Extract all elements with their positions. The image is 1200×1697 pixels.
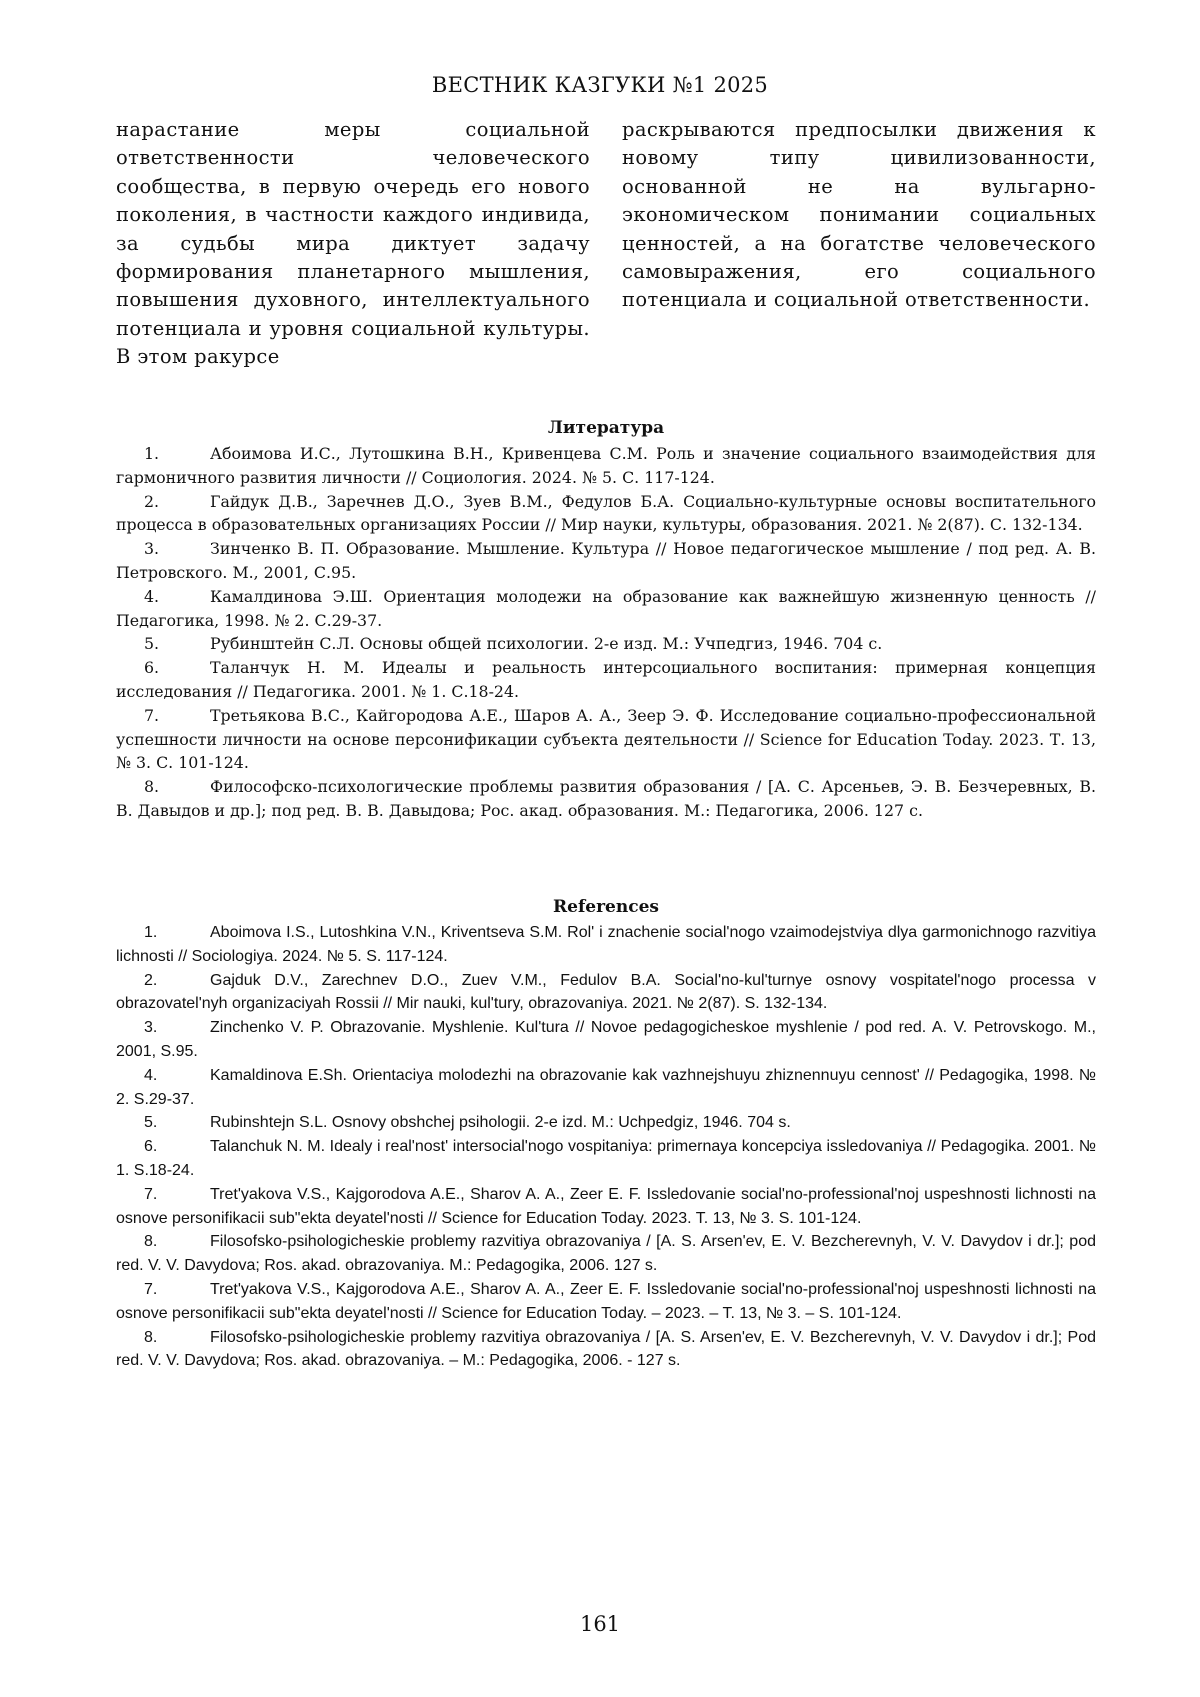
reference-text: Рубинштейн С.Л. Основы общей психологии. 2-е изд. М.: Учпедгиз, 1946. 704 с. xyxy=(210,634,883,654)
reference-item xyxy=(116,969,1096,1017)
reference-text: Talanchuk N. M. Idealy i real'nost' intersocial'nogo vospitaniya: primernaya koncepciya issledovaniya // Pedagogika. 2001. № 1. S.18-24. xyxy=(116,1138,1096,1179)
references-section xyxy=(116,895,1096,1373)
reference-number: 4. xyxy=(144,586,160,606)
reference-text: Gajduk D.V., Zarechnev D.O., Zuev V.M., Fedulov B.A. Social'no-kul'turnye osnovy vospitatel'nogo processa v obrazovatel'nyh organizaciyah Rossii // Mir nauki, kul'tury, obrazovaniya. 2021. № 2(87). S. 132-134. xyxy=(116,971,1096,1013)
reference-item xyxy=(116,1016,1096,1064)
literature-section xyxy=(116,416,1096,823)
reference-item xyxy=(116,775,1096,823)
reference-text: Гайдук Д.В., Заречнев Д.О., Зуев В.М., Федулов Б.А. Социально-культурные основы воспитательного процесса в образовательных организациях России // Мир науки, культуры, образования. 2021. № 2(87). С. 132-134. xyxy=(116,491,1096,535)
reference-text: Rubinshtejn S.L. Osnovy obshchej psihologii. 2-e izd. M.: Uchpedgiz, 1946. 704 s. xyxy=(210,1114,791,1132)
reference-item xyxy=(116,442,1096,490)
reference-text: Zinchenko V. P. Obrazovanie. Myshlenie. Kul'tura // Novoe pedagogicheskoe myshlenie / pod red. A. V. Petrovskogo. M., 2001, S.95. xyxy=(116,1019,1096,1060)
page-number: 161 xyxy=(579,1612,621,1636)
reference-item xyxy=(116,1230,1096,1278)
reference-text: Aboimova I.S., Lutoshkina V.N., Kriventseva S.M. Rol' i znachenie social'nogo vzaimodejstviya dlya garmonichnogo razvitiya lichnosti // Sociologiya. 2024. № 5. S. 117-124. xyxy=(116,924,1096,965)
reference-item xyxy=(116,1183,1096,1231)
reference-text: Камалдинова Э.Ш. Ориентация молодежи на образование как важнейшую жизненную ценность // Педагогика, 1998. № 2. С.29-37. xyxy=(116,586,1096,630)
reference-number: 8. xyxy=(144,1233,158,1251)
reference-number: 3. xyxy=(144,539,160,559)
reference-number: 1. xyxy=(144,444,160,463)
literature-title: Литература xyxy=(547,418,665,438)
reference-number: 3. xyxy=(144,1019,158,1037)
reference-number: 6. xyxy=(144,1138,158,1156)
reference-number: 2. xyxy=(144,971,158,989)
reference-number: 7. xyxy=(144,705,160,725)
body-columns xyxy=(116,116,1096,372)
reference-item xyxy=(116,1278,1096,1326)
reference-text: Абоимова И.С., Лутошкина В.Н., Кривенцева С.М. Роль и значение социального взаимодействия для гармоничного развития личности // Социология. 2024. № 5. С. 117-124. xyxy=(116,444,1096,487)
reference-item xyxy=(116,921,1096,969)
reference-text: Tret'yakova V.S., Kajgorodova A.E., Sharov A. A., Zeer E. F. Issledovanie social'no-professional'noj uspeshnosti lichnosti na osnove personifikacii sub"ekta deyatel'nosti // Science for Education Today. 2023. T. 13, № 3. S. 101-124. xyxy=(116,1185,1096,1227)
references-title: References xyxy=(553,897,659,917)
reference-item xyxy=(116,537,1096,585)
reference-number: 4. xyxy=(144,1066,158,1084)
reference-text: Третьякова В.С., Кайгородова А.Е., Шаров А. А., Зеер Э. Ф. Исследование социально-профессиональной успешности личности на основе персонификации субъекта деятельности // Science for Education Today. 2023. Т. 13, № 3. С. 101-124. xyxy=(116,705,1096,773)
reference-text: Filosofsko-psihologicheskie problemy razvitiya obrazovaniya / [A. S. Arsen'ev, E. V. Bezcherevnyh, V. V. Davydov i dr.]; Pod red. V. V. Davydova; Ros. akad. obrazovaniya. – M.: Pedagogika, 2006. - 127 s. xyxy=(116,1328,1096,1370)
reference-text: Зинченко В. П. Образование. Мышление. Культура // Новое педагогическое мышление / под ред. А. В. Петровского. М., 2001, С.95. xyxy=(116,539,1096,582)
body-right-column: раскрываются предпосылки движения к новому типу цивилизованности, основанной не на вульгарно-экономическом понимании социальных ценностей, а на богатстве человеческого самовыражения, его социального потенциала и социальной ответственности. xyxy=(622,118,1096,312)
reference-number: 6. xyxy=(144,658,160,678)
reference-item xyxy=(116,1111,1096,1135)
journal-header: ВЕСТНИК КАЗГУКИ №1 2025 xyxy=(431,73,769,97)
reference-number: 8. xyxy=(144,1328,158,1346)
reference-number: 5. xyxy=(144,634,160,654)
reference-item xyxy=(116,656,1096,704)
literature-list xyxy=(116,442,1096,823)
reference-item xyxy=(116,632,1096,656)
reference-item xyxy=(116,1135,1096,1183)
body-left-column: нарастание меры социальной ответственности человеческого сообщества, в первую очередь его нового поколения, в частности каждого индивида, за судьбы мира диктует задачу формирования планетарного мышления, повышения духовного, интеллектуального потенциала и уровня социальной культуры. В этом ракурсе xyxy=(116,118,590,369)
reference-text: Философско-психологические проблемы развития образования / [А. С. Арсеньев, Э. В. Безчеревных, В. В. Давыдов и др.]; под ред. В. В. Давыдова; Рос. акад. образования. М.: Педагогика, 2006. 127 с. xyxy=(116,777,1096,820)
reference-text: Tret'yakova V.S., Kajgorodova A.E., Sharov A. A., Zeer E. F. Issledovanie social'no-professional'noj uspeshnosti lichnosti na osnove personifikacii sub"ekta deyatel'nosti // Science for Education Today. – 2023. – T. 13, № 3. – S. 101-124. xyxy=(116,1280,1096,1322)
reference-number: 1. xyxy=(144,924,158,941)
reference-number: 7. xyxy=(144,1185,158,1203)
reference-item xyxy=(116,704,1096,775)
references-list xyxy=(116,921,1096,1373)
reference-number: 2. xyxy=(144,491,160,511)
reference-text: Kamaldinova E.Sh. Orientaciya molodezhi na obrazovanie kak vazhnejshuyu zhiznennuyu cennost' // Pedagogika, 1998. № 2. S.29-37. xyxy=(116,1066,1096,1108)
reference-number: 7. xyxy=(144,1280,158,1298)
reference-item xyxy=(116,490,1096,538)
reference-number: 5. xyxy=(144,1114,158,1132)
reference-number: 8. xyxy=(144,777,160,797)
reference-text: Таланчук Н. М. Идеалы и реальность интерсоциального воспитания: примерная концепция исследования // Педагогика. 2001. № 1. С.18-24. xyxy=(116,658,1096,701)
reference-item xyxy=(116,1064,1096,1112)
reference-text: Filosofsko-psihologicheskie problemy razvitiya obrazovaniya / [A. S. Arsen'ev, E. V. Bezcherevnyh, V. V. Davydov i dr.]; pod red. V. V. Davydova; Ros. akad. obrazovaniya. M.: Pedagogika, 2006. 127 s. xyxy=(116,1233,1096,1275)
reference-item xyxy=(116,585,1096,633)
reference-item xyxy=(116,1326,1096,1374)
